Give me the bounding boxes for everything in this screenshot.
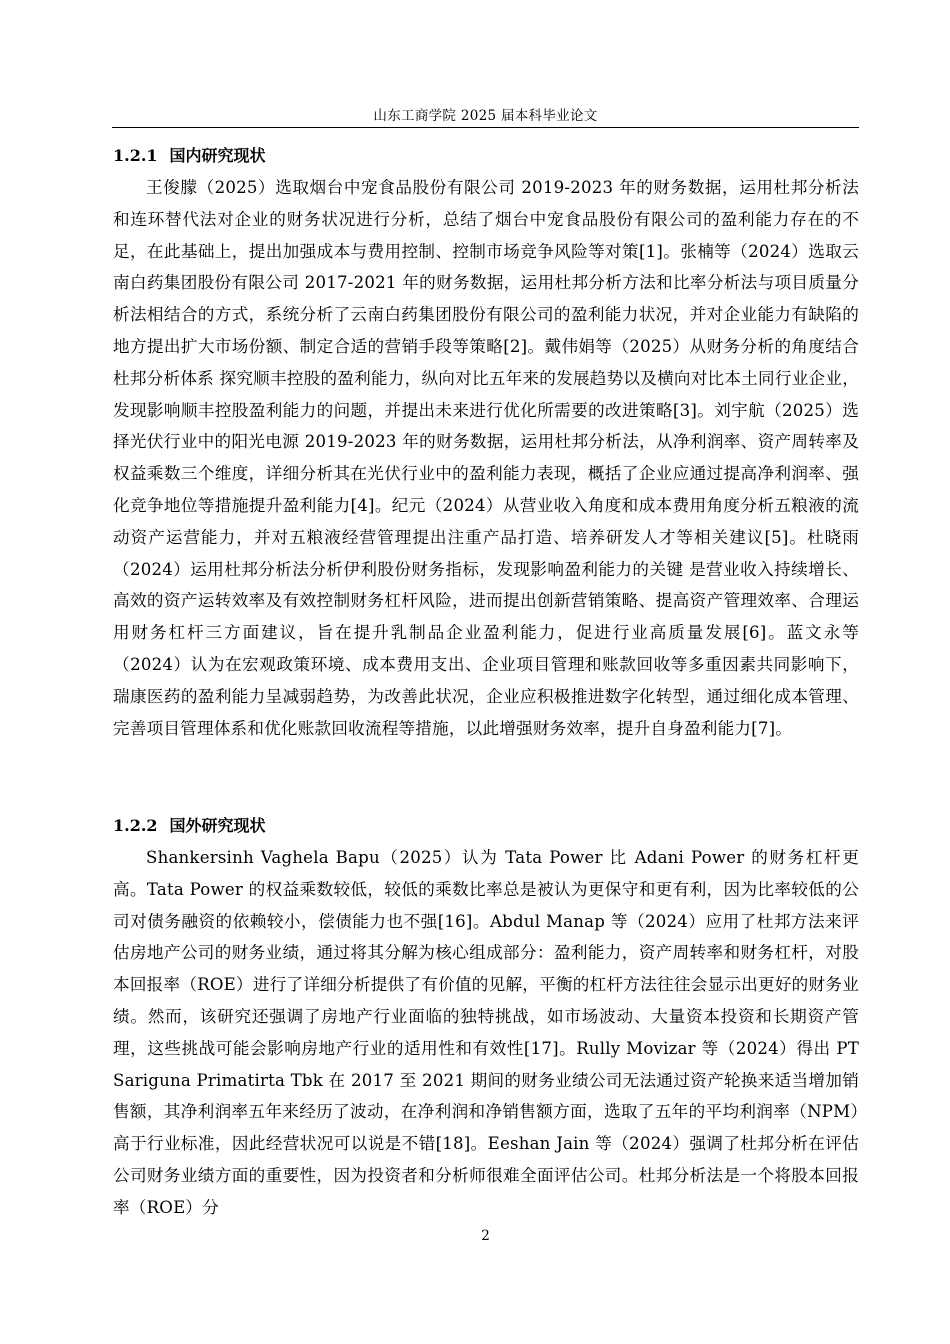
section-heading-domestic [113, 144, 266, 168]
page-number: 2 [481, 1228, 490, 1244]
section-paragraph-domestic: 王俊朦（2025）选取烟台中宠食品股份有限公司 2019-2023 年的财务数据，运用杜邦分析法和连环替代法对企业的财务状况进行分析，总结了烟台中宠食品股份有限公司的盈利能力存在的不足，在此基础上，提出加强成本与费用控制、控制市场竞争风险等对策[1]。张楠等（2024）选取云南白药集团股份有限公司 2017-2021 年的财务数据，运用杜邦分析方法和比率分析法与项目质量分析法相结合的方式，系统分析了云南白药集团股份有限公司的盈利能力状况，并对企业能力有缺陷的地方提出扩大市场份额、制定合适的营销手段等策略[2]。戴伟娟等（2025）从财务分析的角度结合杜邦分析体系 探究顺丰控股的盈利能力，纵向对比五年来的发展趋势以及横向对比本土同行业企业，发现影响顺丰控股盈利能力的问题，并提出未来进行优化所需要的改进策略[3]。刘宇航（2025）选择光伏行业中的阳光电源 2019-2023 年的财务数据，运用杜邦分析法，从净利润率、资产周转率及权益乘数三个维度，详细分析其在光伏行业中的盈利能力表现，概括了企业应通过提高净利润率、强化竞争地位等措施提升盈利能力[4]。纪元（2024）从营业收入角度和成本费用角度分析五粮液的流动资产运营能力，并对五粮液经营管理提出注重产品打造、培养研发人才等相关建议[5]。杜晓雨（2024）运用杜邦分析法分析伊利股份财务指标，发现影响盈利能力的关键 是营业收入持续增长、高效的资产运转效率及有效控制财务杠杆风险，进而提出创新营销策略、提高资产管理效率、合理运用财务杠杆三方面建议，旨在提升乳制品企业盈利能力，促进行业高质量发展[6]。蓝文永等（2024）认为在宏观政策环境、成本费用支出、企业项目管理和账款回收等多重因素共同影响下，瑞康医药的盈利能力呈减弱趋势，为改善此状况，企业应积极推进数字化转型，通过细化成本管理、完善项目管理体系和优化账款回收流程等措施，以此增强财务效率，提升自身盈利能力[7]。 [113, 178, 859, 738]
header-divider [112, 127, 859, 128]
section-heading-foreign [113, 814, 266, 838]
section-title: 国内研究现状 [169, 146, 266, 165]
section-paragraph-foreign: Shankersinh Vaghela Bapu（2025）认为 Tata Power 比 Adani Power 的财务杠杆更高。Tata Power 的权益乘数较低，较低的乘数比率总是被认为更保守和更有利，因为比率较低的公司对债务融资的依赖较小，偿债能力也不强[16]。Abdul Manap 等（2024）应用了杜邦方法来评估房地产公司的财务业绩，通过将其分解为核心组成部分：盈利能力，资产周转率和财务杠杆，对股本回报率（ROE）进行了详细分析提供了有价值的见解，平衡的杠杆方法往往会显示出更好的财务业绩。然而，该研究还强调了房地产行业面临的独特挑战，如市场波动、大量资本投资和长期资产管理，这些挑战可能会影响房地产行业的适用性和有效性[17]。Rully Movizar 等（2024）得出 PT Sariguna Primatirta Tbk 在 2017 至 2021 期间的财务业绩公司无法通过资产轮换来适当增加销售额，其净利润率五年来经历了波动，在净利润和净销售额方面，选取了五年的平均利润率（NPM）高于行业标准，因此经营状况可以说是不错[18]。Eeshan Jain 等（2024）强调了杜邦分析在评估公司财务业绩方面的重要性，因为投资者和分析师很难全面评估公司。杜邦分析法是一个将股本回报率（ROE）分 [113, 848, 859, 1217]
section-number: 1.2.1 [113, 146, 158, 165]
section-number: 1.2.2 [113, 816, 158, 835]
running-header: 山东工商学院 2025 届本科毕业论文 [373, 108, 598, 124]
section-title: 国外研究现状 [169, 816, 266, 835]
